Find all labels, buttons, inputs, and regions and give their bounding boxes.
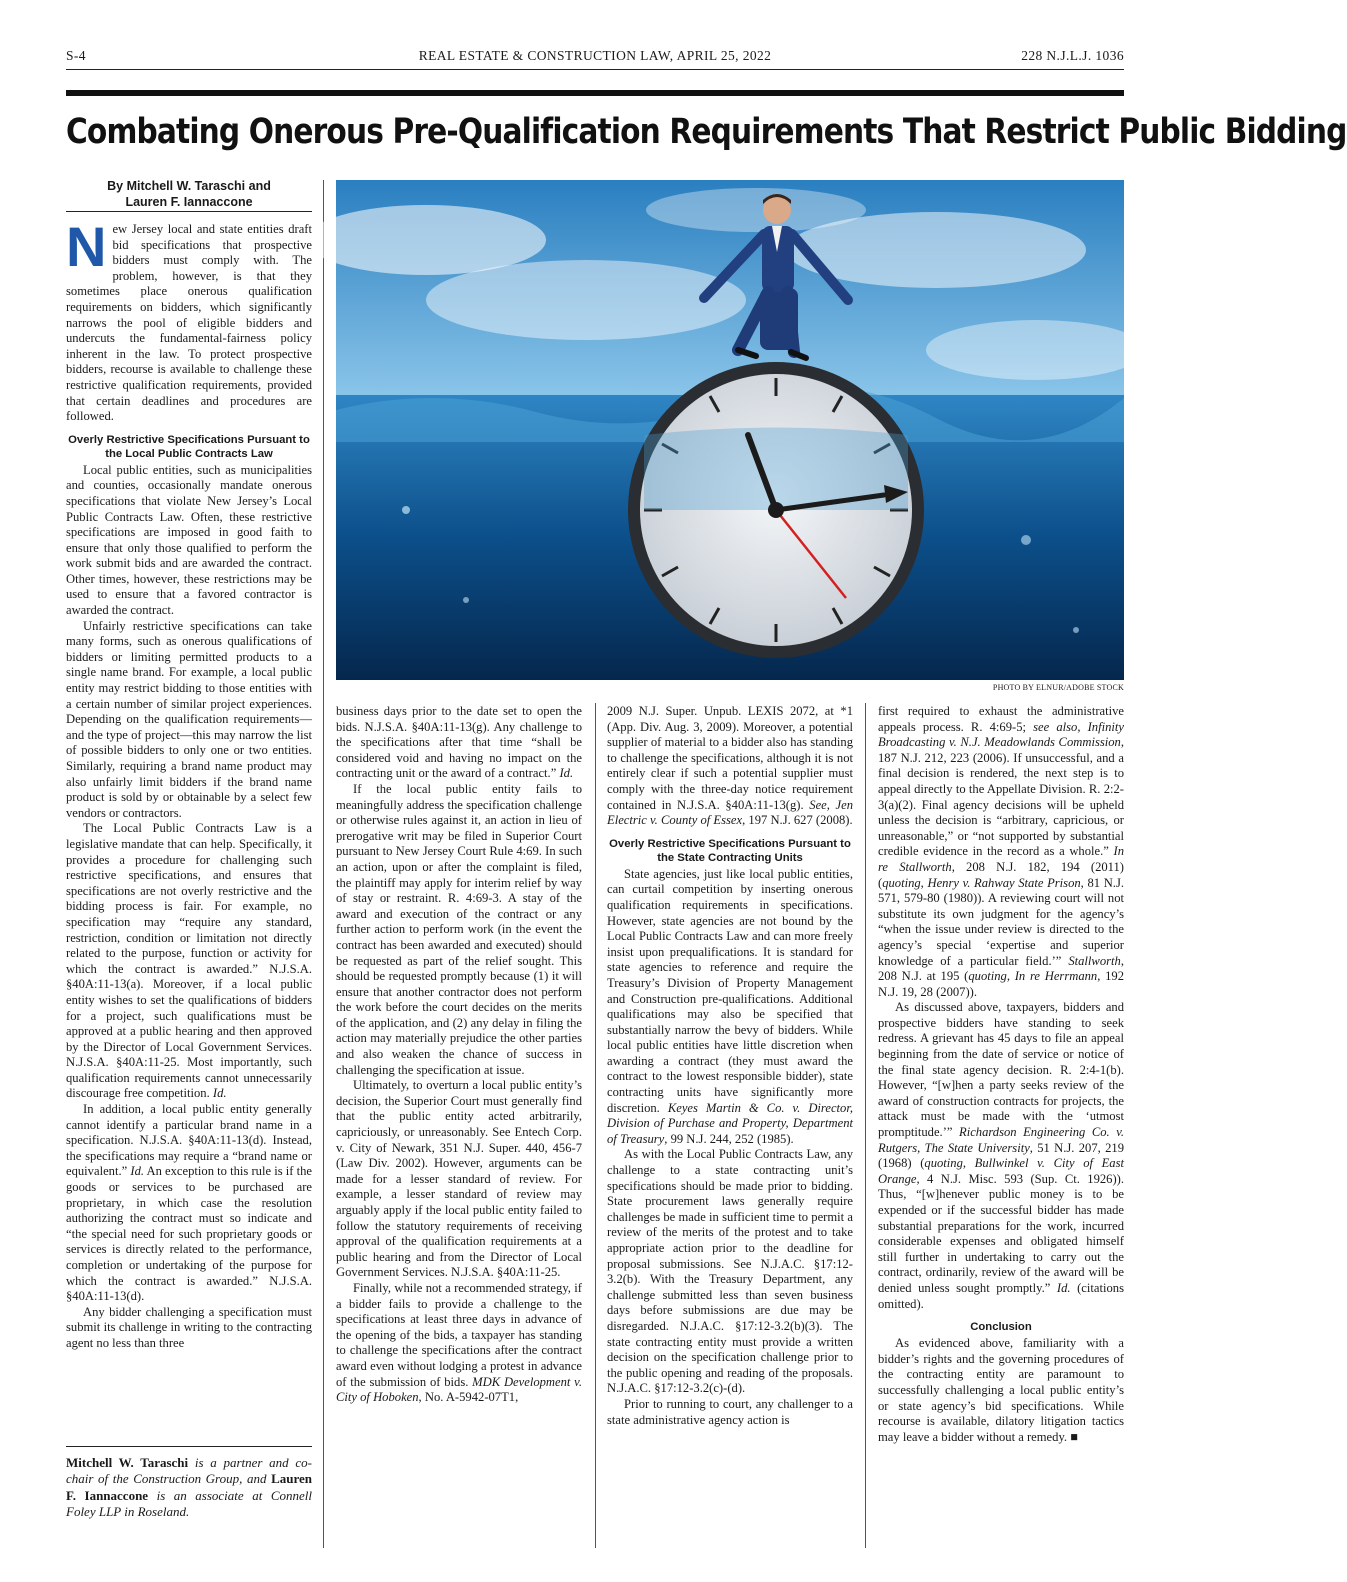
column-rule	[595, 703, 596, 1548]
paragraph-text: , 192 N.J. 19, 28 (2007)).	[878, 969, 1125, 999]
paragraph-text: As discussed above, taxpayers, bidders and prospective bidders have standing to seek redress. A grievant has 45 days to file an appeal beginning from the date of service or notice of the final state agency decision. R. 2:4-1(b). However, “[w]hen a party seeks review of the award of construction contracts for projects, the attack must be made with the ‘utmost promptitude.’”	[878, 1000, 1124, 1140]
byline	[66, 178, 312, 210]
paragraph: Any bidder challenging a specification must submit its challenge in writing to the contracting agent no less than three	[66, 1304, 312, 1350]
author-name: Lauren F. Iannaccone	[66, 1471, 313, 1503]
paragraph-text: , No. A-5942-07T1,	[418, 1390, 519, 1405]
paragraph-text: , 197 N.J. 627 (2008).	[742, 813, 853, 828]
paragraph	[878, 1000, 1124, 1312]
column-2	[336, 704, 582, 1406]
citation: Stallworth	[1068, 953, 1121, 968]
citation: Richardson Engineering Co. v. Rutgers, The State University	[878, 1125, 1124, 1155]
bio-rule	[66, 1446, 312, 1447]
byline-line-1: By Mitchell W. Taraschi and	[107, 179, 271, 193]
paragraph	[66, 1102, 312, 1305]
author-name: Mitchell W. Taraschi	[66, 1455, 189, 1470]
paragraph: Ultimately, to overturn a local public entity’s decision, the Superior Court must generally find that the public entity acted arbitrarily, capriciously, or unreasonably. See Entech Corp. v. City of Newark, 351 N.J. Super. 440, 456-7 (Law Div. 2002). However, arguments can be made for a lesser standard of review. For example, a lesser standard of review may arguably apply if the local public entity failed to follow the statutory requirements of receiving approval of the qualification requirements at a public hearing and from the Director of Local Government Services. N.J.S.A. §40A:11-25.	[336, 1078, 582, 1280]
paragraph	[878, 1336, 1124, 1445]
paragraph	[607, 867, 853, 1148]
paragraph: Prior to running to court, any challenger to a state administrative agency action is	[607, 1396, 853, 1427]
headline-rule	[66, 90, 1124, 96]
citation: quoting, Henry v. Rahway State Prison	[882, 875, 1081, 890]
paragraph: Unfairly restrictive specifications can take many forms, such as onerous qualifications of bidders or limiting permitted products to a single name brand. For example, a local public entity may restrict bidding to those entities with a certain number of similar project experiences. Depending on the qualification requirements—and the type of project—this may narrow the list of possible bidders to only one or two entities. Similarly, requiring a brand name product may also unfairly limit bidders if the brand name product is sold by or obtainable by a select few vendors or contractors.	[66, 618, 312, 820]
citation: Id.	[1056, 1280, 1071, 1295]
paragraph-text: , 99 N.J. 244, 252 (1985).	[664, 1131, 794, 1146]
column-rule	[323, 180, 324, 1548]
citation: See, Jen Electric v. County of Essex	[607, 797, 854, 828]
paragraph-text: 2009 N.J. Super. Unpub. LEXIS 2072, at *1 (App. Div. Aug. 3, 2009). Moreover, a potential supplier of material to a bidder also has standing to challenge the specifications, although it is not entirely clear if such a potential supplier must comply with the three-day notice requirement contained in N.J.S.A. §40A:11-13(g).	[607, 704, 853, 812]
paragraph-text: In addition, a local public entity generally cannot identify a particular brand name in a specification. N.J.S.A. §40A:11-13(d). Instead, the specifications may require a “brand name or equivalent.”	[66, 1102, 312, 1179]
bio-text: is an associate at Connell Foley LLP in Roseland.	[66, 1487, 312, 1520]
column-4	[878, 704, 1124, 1445]
column-rule	[865, 703, 866, 1548]
paragraph	[607, 704, 853, 829]
paragraph-text: , 187 N.J. 212, 223 (2006). If unsuccessful, and a final decision is rendered, the next step is to appeal directly to the Appellate Division. R. 2:2-3(a)(2). Final agency decisions will be upheld unless the decision is “arbitrary, capricious, or unreasonable,” or “not supported by substantial credible evidence in the record as a whole.”	[878, 735, 1124, 859]
article-headline: Combating Onerous Pre-Qualification Requirements That Restrict Public Bidding	[66, 112, 1347, 152]
page-number: S-4	[66, 48, 86, 63]
paragraph-text: business days prior to the date set to open the bids. N.J.S.A. §40A:11-13(g). Any challenge to the specifications after that time “shall be considered void and having no impact on the contracting unit or the award of a contract.”	[336, 704, 582, 781]
citation: see also, Infinity Broadcasting v. N.J. Meadowlands Commission	[878, 719, 1124, 750]
paragraph-text: , 81 N.J. 571, 579-80 (1980)). A reviewing court will not substitute its own judgment for the agency’s “when the issue under review is directed to the agency’s special ‘expertise and superior knowledge of a particular field.’”	[878, 875, 1124, 968]
paragraph	[66, 821, 312, 1102]
paragraph	[336, 704, 582, 782]
section-heading: Overly Restrictive Specifications Pursuant to the Local Public Contracts Law	[68, 433, 310, 460]
byline-rule	[66, 211, 312, 212]
citation: In re Stallworth	[878, 844, 1124, 874]
paragraph-text: , 51 N.J. 207, 219 (1968) (	[878, 1140, 1124, 1171]
paragraph	[336, 1281, 582, 1406]
paragraph-text: The Local Public Contracts Law is a legislative mandate that can help. Specifically, it provides a procedure for challenging such restrictive specifications, and ensures that specifications are not overly restrictive and the bidding process is fair. For example, no specification may “require any standard, restriction, condition or limitation not directly related to the purpose, function or activity for which the contract is awarded.” N.J.S.A. §40A:11-13(a). Moreover, if a local public entity wishes to set the qualifications of bidders for a project, such qualifications must be approved at a public hearing and then approved by the Director of Local Government Services. N.J.S.A. §40A:11-25. Most importantly, such qualification requirements cannot unnecessarily discourage free competition.	[66, 821, 312, 1101]
paragraph-text: As evidenced above, familiarity with a bidder’s rights and the governing procedures of the contracting entity are paramount to successfully challenging a local public entity’s or state agency’s bid specifications. While recourse is available, dilatory litigation tactics may leave a bidder without a remedy.	[878, 1336, 1124, 1444]
paragraph-text: (citations omitted).	[878, 1280, 1124, 1311]
paragraph-text: An exception to this rule is if the goods or services to be purchased are proprietary, in which case the resolution authorizing the contract must so indicate and “the special need for such proprietary goods or services is directly related to the performance, completion or undertaking of the purpose for which the contract is awarded.” N.J.S.A. §40A:11-13(d).	[66, 1164, 312, 1304]
photo-credit: PHOTO BY ELNUR/ADOBE STOCK	[992, 683, 1124, 692]
citation: Id.	[130, 1164, 145, 1179]
drop-cap: N	[66, 215, 107, 278]
citation: MDK Development v. City of Hoboken	[336, 1374, 582, 1405]
paragraph	[878, 704, 1124, 1000]
journal-citation: 228 N.J.L.J. 1036	[1021, 48, 1124, 63]
byline-line-2: Lauren F. Iannaccone	[125, 195, 253, 209]
citation: Keyes Martin & Co. v. Director, Division of Purchase and Property, Department of Treasury	[607, 1100, 853, 1146]
paragraph: Local public entities, such as municipalities and counties, occasionally mandate onerous specifications that violate New Jersey’s Local Public Contracts Law. Often, these restrictive specifications are imposed in good faith to ensure that only those qualified to perform the work submit bids and are awarded the contract. Other times, however, these restrictions may be used to ensure that a favored contractor is awarded the contract.	[66, 462, 312, 618]
paragraph-text: Finally, while not a recommended strategy, if a bidder fails to provide a challenge to the specifications at least three days in advance of the opening of the bids, a taxpayer has standing to challenge the specifications after the contract award even without lodging a protest in advance of the submission of bids.	[336, 1280, 582, 1389]
end-mark-icon: ■	[1070, 1429, 1078, 1444]
section-heading: Conclusion	[970, 1321, 1032, 1334]
paragraph: If the local public entity fails to meaningfully address the specification challenge or otherwise rules against it, an action in lieu of prerogative writ may be filed in Superior Court pursuant to New Jersey Court Rule 4:69. In such an action, upon or after the complaint is filed, the plaintiff may apply for interim relief by way of stay or restraint. R. 4:69-3. A stay of the award and execution of the contract or any further action to perform work (in the event the contract has been awarded and executed) should be requested as part of the relief sought. This should be requested promptly because (1) it will ensure that another contractor does not perform the work before the court decides on the merits of the application, and (2) any delay in filing the action may materially prejudice the other parties and also weaken the chance of success in challenging the specification at issue.	[336, 781, 582, 1077]
paragraph-text: , 208 N.J. at 195 (	[878, 953, 1124, 984]
article-photo	[336, 180, 1124, 680]
bio-text: is a partner and co-chair of the Construction Group, and	[66, 1455, 312, 1487]
column-3	[607, 704, 853, 1428]
paragraph: As with the Local Public Contracts Law, any challenge to a state contracting unit’s specifications should be made prior to bidding. State procurement laws generally require challenges be made in sufficient time to permit a review of the merits of the protest and to take appropriate action prior to the deadline for proposal submissions. See N.J.A.C. §17:12-3.2(b). With the Treasury Department, any challenge submitted less than seven business days before submissions are due may be disregarded. N.J.A.C. §17:12-3.2(b)(3). The state contracting entity must provide a written decision on the specification challenge prior to the public opening and reading of the proposals. N.J.A.C. §17:12-3.2(c)-(d).	[607, 1147, 853, 1396]
clock-in-water-illustration	[336, 180, 1124, 680]
header-rule	[66, 69, 1124, 70]
paragraph-text: first required to exhaust the administrative appeals process. R. 4:69-5;	[878, 704, 1124, 734]
paragraph-text: , 4 N.J. Misc. 593 (Sup. Ct. 1926)). Thus, “[w]henever public money is to be expended or if the successful bidder has made substantial preparations for the work, incurred considerable expenses and obligated himself still further in undertaking to carry out the contract, ordinarily, review of the award will be denied unless sought promptly.”	[878, 1171, 1124, 1295]
lead-text: ew Jersey local and state entities draft bid specifications that prospective bidders must comply with. The problem, however, is that they sometimes place onerous qualification requirements on bidders, which significantly narrows the pool of eligible bidders and undercuts the fundamental-fairness policy inherent in the law. To protect prospective bidders, recourse is available to challenge these restrictive qualification requirements, provided that certain deadlines and procedures are followed.	[66, 222, 312, 424]
section-title: REAL ESTATE & CONSTRUCTION LAW, APRIL 25, 2022	[418, 48, 772, 63]
author-bio	[66, 1455, 312, 1521]
citation: Id.	[559, 766, 574, 781]
citation: Id.	[212, 1086, 227, 1101]
citation: quoting, Bullwinkel v. City of East Orange	[878, 1156, 1124, 1186]
section-heading: Overly Restrictive Specifications Pursuant to the State Contracting Units	[609, 837, 851, 864]
running-head	[66, 48, 1124, 68]
lead-paragraph	[66, 215, 312, 425]
paragraph-text: , 208 N.J. 182, 194 (2011) (	[878, 859, 1124, 890]
column-1	[66, 215, 312, 1352]
paragraph-text: State agencies, just like local public entities, can curtail competition by inserting onerous qualification requirements in specifications. However, state agencies are not bound by the Local Public Contracts Law and can more freely insist upon prequalifications. It is standard for state agencies to reference and require the Treasury’s Division of Property Management and Construction pre-qualifications. Additional qualifications may also be specified that substantially narrow the bevy of bidders. While local public entities have little discretion when awarding a contract (they must award the contract to the lowest responsible bidder), state contracting units have significantly more discretion.	[607, 866, 853, 1115]
citation: quoting, In re Herrmann	[968, 969, 1098, 984]
